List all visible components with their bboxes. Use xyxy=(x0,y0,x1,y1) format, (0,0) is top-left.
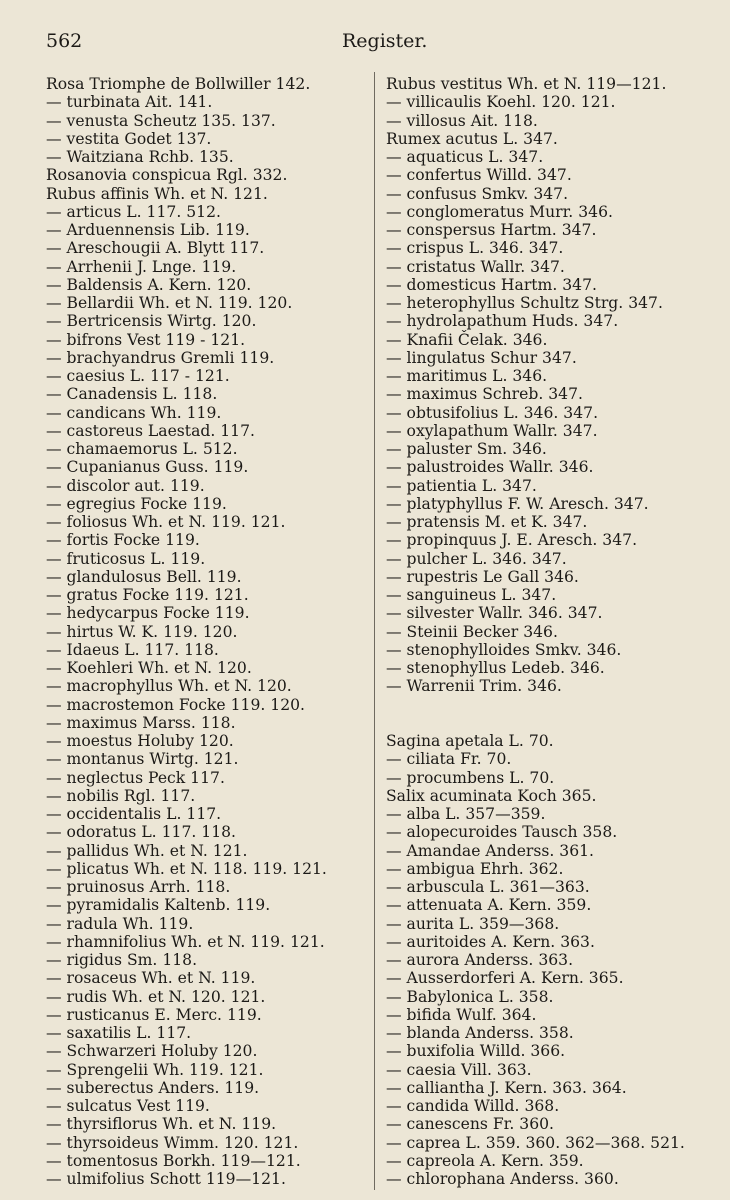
index-entry: — lingulatus Schur 347. xyxy=(386,348,577,367)
index-entry: — chamaemorus L. 512. xyxy=(46,440,238,458)
running-head: Register. xyxy=(342,30,428,52)
index-entry: — propinquus J. E. Aresch. 347. xyxy=(386,531,638,550)
index-entry: — Amandae Anderss. 361. xyxy=(386,841,595,860)
index-entry: — maritimus L. 346. xyxy=(386,367,548,385)
page-header xyxy=(0,30,730,56)
index-entry: — bifrons Vest 119 - 121. xyxy=(46,330,246,349)
index-entry: — domesticus Hartm. 347. xyxy=(386,275,597,294)
index-entry: — rigidus Sm. 118. xyxy=(46,951,198,969)
index-entry: — nobilis Rgl. 117. xyxy=(46,786,196,805)
index-entry: — hirtus W. K. 119. 120. xyxy=(46,622,238,641)
index-entry: — fortis Focke 119. xyxy=(46,531,200,550)
index-entry: — glandulosus Bell. 119. xyxy=(46,567,242,586)
index-entry: — occidentalis L. 117. xyxy=(46,805,222,823)
index-entry: — rudis Wh. et N. 120. 121. xyxy=(46,987,266,1006)
index-entry: — ambigua Ehrh. 362. xyxy=(386,859,564,878)
index-entry: — Ausserdorferi A. Kern. 365. xyxy=(386,969,624,988)
index-entry: — buxifolia Willd. 366. xyxy=(386,1042,566,1061)
index-entry: — ulmifolius Schott 119—121. xyxy=(46,1170,286,1188)
index-entry: — Sprengelii Wh. 119. 121. xyxy=(46,1060,264,1079)
index-entry: — paluster Sm. 346. xyxy=(386,440,547,458)
index-entry: — patientia L. 347. xyxy=(386,476,537,495)
index-entry: — confertus Willd. 347. xyxy=(386,166,572,185)
index-entry: — gratus Focke 119. 121. xyxy=(46,586,249,604)
index-entry: — blanda Anderss. 358. xyxy=(386,1024,574,1042)
index-entry: — thyrsoideus Wimm. 120. 121. xyxy=(46,1133,299,1152)
index-entry: — hedycarpus Focke 119. xyxy=(46,604,250,623)
index-entry: — Waitziana Rchb. 135. xyxy=(46,148,234,166)
index-entry: — Bellardii Wh. et N. 119. 120. xyxy=(46,294,293,312)
index-entry: — sanguineus L. 347. xyxy=(386,586,557,604)
page-number: 562 xyxy=(46,30,83,52)
index-entry: — turbinata Ait. 141. xyxy=(46,93,213,112)
index-entry: Rumex acutus L. 347. xyxy=(386,129,558,148)
index-entry: — rhamnifolius Wh. et N. 119. 121. xyxy=(46,932,325,951)
index-entry: — pruinosus Arrh. 118. xyxy=(46,878,231,896)
index-entry: — vestita Godet 137. xyxy=(46,129,212,148)
index-entry: — foliosus Wh. et N. 119. 121. xyxy=(46,513,286,531)
index-entry: — castoreus Laestad. 117. xyxy=(46,421,255,440)
index-entry: — Steinii Becker 346. xyxy=(386,622,558,641)
index-entry: — obtusifolius L. 346. 347. xyxy=(386,403,599,422)
index-entry: — odoratus L. 117. 118. xyxy=(46,823,236,842)
index-entry: — brachyandrus Gremli 119. xyxy=(46,348,275,367)
index-column-left xyxy=(46,75,368,1188)
index-entry: — oxylapathum Wallr. 347. xyxy=(386,421,598,440)
index-entry: — conspersus Hartm. 347. xyxy=(386,221,597,239)
index-entry: — Canadensis L. 118. xyxy=(46,385,218,404)
index-entry: — auritoides A. Kern. 363. xyxy=(386,932,595,951)
index-entry: — candicans Wh. 119. xyxy=(46,403,222,422)
index-entry: — arbuscula L. 361—363. xyxy=(386,878,590,896)
index-entry: Rosa Triomphe de Bollwiller 142. xyxy=(46,75,311,93)
index-entry: — suberectus Anders. 119. xyxy=(46,1078,260,1097)
index-entry: — Cupanianus Guss. 119. xyxy=(46,458,249,477)
index-entry: — rupestris Le Gall 346. xyxy=(386,567,579,586)
index-entry: — bifida Wulf. 364. xyxy=(386,1005,537,1024)
index-entry: — cristatus Wallr. 347. xyxy=(386,257,565,276)
index-entry: — caesia Vill. 363. xyxy=(386,1060,532,1079)
index-entry: — pyramidalis Kaltenb. 119. xyxy=(46,896,271,915)
index-entry: — macrostemon Focke 119. 120. xyxy=(46,695,306,714)
index-entry: — discolor aut. 119. xyxy=(46,476,205,495)
index-entry: — Warrenii Trim. 346. xyxy=(386,677,562,696)
index-entry: Salix acuminata Koch 365. xyxy=(386,786,597,805)
index-entry: — alopecuroides Tausch 358. xyxy=(386,823,618,842)
index-entry: — confusus Smkv. 347. xyxy=(386,184,569,203)
index-entry: — Baldensis A. Kern. 120. xyxy=(46,275,252,294)
index-entry: — stenophyllus Ledeb. 346. xyxy=(386,659,605,677)
index-entry: — plicatus Wh. et N. 118. 119. 121. xyxy=(46,859,327,878)
index-entry: — Arduennensis Lib. 119. xyxy=(46,221,250,239)
index-entry: — Schwarzeri Holuby 120. xyxy=(46,1042,258,1061)
index-entry: — ciliata Fr. 70. xyxy=(386,750,512,769)
index-entry: — articus L. 117. 512. xyxy=(46,202,221,221)
index-entry: — hydrolapathum Huds. 347. xyxy=(386,312,619,331)
index-entry: — montanus Wirtg. 121. xyxy=(46,750,239,769)
index-entry: — egregius Focke 119. xyxy=(46,494,227,513)
index-entry: — platyphyllus F. W. Aresch. 347. xyxy=(386,494,649,513)
index-entry: — fruticosus L. 119. xyxy=(46,549,206,568)
index-entry: — rusticanus E. Merc. 119. xyxy=(46,1005,262,1024)
column-divider xyxy=(374,72,375,1190)
index-entry: — neglectus Peck 117. xyxy=(46,768,225,787)
index-entry: — aurora Anderss. 363. xyxy=(386,951,574,969)
index-entry: — stenophylloides Smkv. 346. xyxy=(386,640,622,659)
index-entry: — saxatilis L. 117. xyxy=(46,1024,192,1042)
index-entry: Rubus affinis Wh. et N. 121. xyxy=(46,184,268,203)
index-entry: — attenuata A. Kern. 359. xyxy=(386,896,592,915)
index-entry: — villosus Ait. 118. xyxy=(386,111,538,130)
index-entry: — Knafii Čelak. 346. xyxy=(386,330,548,349)
index-entry: — caprea L. 359. 360. 362—368. 521. xyxy=(386,1133,685,1152)
index-entry: — radula Wh. 119. xyxy=(46,914,194,933)
index-entry: — alba L. 357—359. xyxy=(386,805,546,823)
index-entry: — rosaceus Wh. et N. 119. xyxy=(46,969,256,988)
index-entry: — heterophyllus Schultz Strg. 347. xyxy=(386,294,663,312)
index-entry: — Idaeus L. 117. 118. xyxy=(46,640,219,659)
index-entry: — pratensis M. et K. 347. xyxy=(386,513,588,531)
index-entry: — maximus Marss. 118. xyxy=(46,713,236,732)
index-entry: — villicaulis Koehl. 120. 121. xyxy=(386,93,616,112)
index-entry: Rosanovia conspicua Rgl. 332. xyxy=(46,166,288,185)
index-entry: — caesius L. 117 - 121. xyxy=(46,367,230,385)
index-entry: — venusta Scheutz 135. 137. xyxy=(46,111,276,130)
index-entry: — tomentosus Borkh. 119—121. xyxy=(46,1151,301,1170)
section-gap xyxy=(386,696,720,733)
index-entry: — conglomeratus Murr. 346. xyxy=(386,202,613,221)
index-entry: — capreola A. Kern. 359. xyxy=(386,1151,584,1170)
index-entry: — aquaticus L. 347. xyxy=(386,148,544,166)
index-entry: — palustroides Wallr. 346. xyxy=(386,458,594,477)
index-entry: — crispus L. 346. 347. xyxy=(386,239,564,258)
index-entry: Sagina apetala L. 70. xyxy=(386,732,554,750)
index-entry: — Koehleri Wh. et N. 120. xyxy=(46,659,252,677)
index-entry: — sulcatus Vest 119. xyxy=(46,1097,210,1115)
index-entry: — canescens Fr. 360. xyxy=(386,1115,555,1134)
index-entry: — calliantha J. Kern. 363. 364. xyxy=(386,1078,627,1097)
index-entry: — moestus Holuby 120. xyxy=(46,732,234,750)
index-entry: — procumbens L. 70. xyxy=(386,768,555,787)
index-entry: — pallidus Wh. et N. 121. xyxy=(46,841,248,860)
index-entry: — candida Willd. 368. xyxy=(386,1097,560,1115)
index-column-right xyxy=(386,75,720,1188)
index-entry: — pulcher L. 346. 347. xyxy=(386,549,567,568)
index-entry: — macrophyllus Wh. et N. 120. xyxy=(46,677,292,696)
index-entry: Rubus vestitus Wh. et N. 119—121. xyxy=(386,75,667,93)
index-entry: — aurita L. 359—368. xyxy=(386,914,560,933)
index-entry: — maximus Schreb. 347. xyxy=(386,385,583,404)
index-entry: — Bertricensis Wirtg. 120. xyxy=(46,312,257,331)
index-entry: — silvester Wallr. 346. 347. xyxy=(386,604,603,623)
index-entry: — Babylonica L. 358. xyxy=(386,987,554,1006)
index-entry: — chlorophana Anderss. 360. xyxy=(386,1170,619,1188)
index-entry: — thyrsiflorus Wh. et N. 119. xyxy=(46,1115,277,1134)
index-entry: — Arrhenii J. Lnge. 119. xyxy=(46,257,237,276)
index-entry: — Areschougii A. Blytt 117. xyxy=(46,239,265,258)
